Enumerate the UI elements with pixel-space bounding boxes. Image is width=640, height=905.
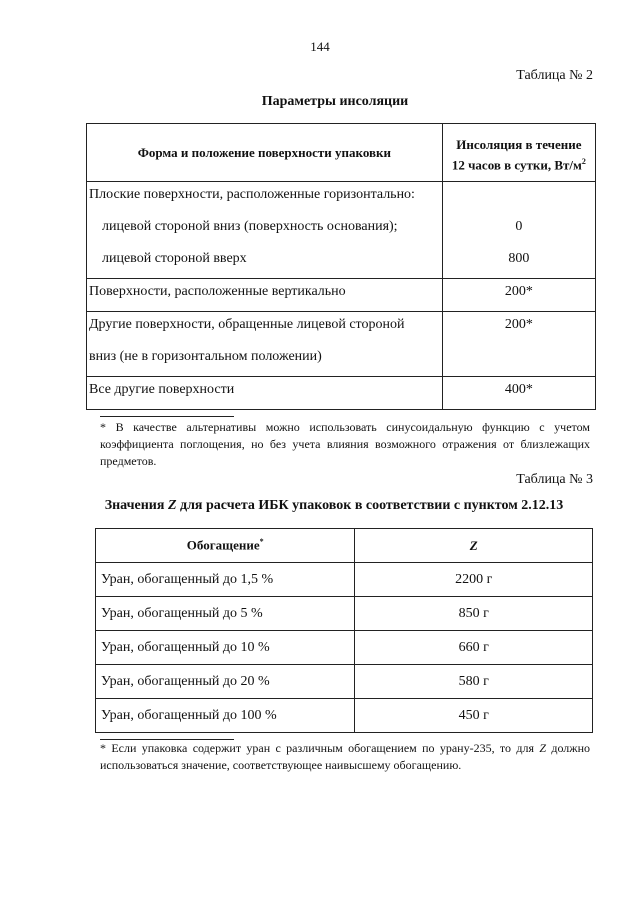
insolation-value xyxy=(443,182,595,214)
table2-footnote: * В качестве альтернативы можно использовать синусоидальную функцию с учетом коэффициента поглощения, но без учета влияния возможного отражения от близлежащих предметов. xyxy=(100,420,590,468)
insolation-value: 400* xyxy=(504,382,533,397)
header-enrichment-label: Обогащение xyxy=(186,537,260,553)
table-row xyxy=(96,631,593,665)
z-value-cell: 2200 г xyxy=(355,563,593,597)
table-row xyxy=(87,377,596,410)
table3-title xyxy=(38,498,630,514)
table-header-row xyxy=(87,124,596,182)
footnote-divider xyxy=(100,416,234,417)
surface-line: вниз (не в горизонтальном положении) xyxy=(89,349,322,364)
table3-title-part: для расчета ИБК упаковок в соответствии с пунктом 2.12.13 xyxy=(176,498,564,513)
header-z: Z xyxy=(355,529,593,563)
insolation-cell xyxy=(442,377,595,410)
table3-footnote-part: * Если упаковка содержит уран с различным обогащением по урану-235, то для xyxy=(100,741,540,755)
header-insolation-unit: 12 часов в сутки, Вт/м xyxy=(451,157,582,173)
surface-line: лицевой стороной вверх xyxy=(102,251,247,266)
table2-label: Таблица № 2 xyxy=(516,68,593,83)
surface-line: лицевой стороной вниз (поверхность основания); xyxy=(102,219,398,234)
enrichment-cell: Уран, обогащенный до 10 % xyxy=(96,631,355,665)
insolation-table xyxy=(86,123,596,410)
table3-title-part: Значения xyxy=(104,498,168,513)
page-number: 144 xyxy=(310,39,330,54)
table-row xyxy=(87,312,596,377)
surface-line: Другие поверхности, обращенные лицевой стороной xyxy=(89,317,405,332)
surface-line: Плоские поверхности, расположенные горизонтально: xyxy=(89,187,415,202)
header-enrichment xyxy=(96,529,355,563)
z-value-cell: 580 г xyxy=(355,665,593,699)
table-row xyxy=(96,699,593,733)
header-insolation-line2 xyxy=(443,157,595,173)
table3-title-z: Z xyxy=(167,498,177,513)
z-value-cell: 660 г xyxy=(355,631,593,665)
insolation-cell xyxy=(442,312,595,377)
table3-label: Таблица № 3 xyxy=(516,472,593,487)
header-insolation-line1: Инсоляция в течение xyxy=(456,137,582,153)
table3-footnote-z: Z xyxy=(539,741,546,755)
z-value-cell: 450 г xyxy=(355,699,593,733)
enrichment-cell: Уран, обогащенный до 1,5 % xyxy=(96,563,355,597)
insolation-cell xyxy=(442,279,595,312)
table-row xyxy=(87,279,596,312)
surface-cell xyxy=(87,377,443,410)
table-row xyxy=(87,182,596,279)
insolation-value: 200* xyxy=(504,284,533,299)
table-row xyxy=(96,665,593,699)
table-header-row xyxy=(96,529,593,563)
z-values-table xyxy=(95,528,593,733)
table2-title: Параметры инсоляции xyxy=(261,94,409,109)
table-row xyxy=(96,597,593,631)
insolation-value: 800 xyxy=(508,251,530,266)
z-value-cell: 850 г xyxy=(355,597,593,631)
surface-cell xyxy=(87,312,443,377)
insolation-cell xyxy=(442,182,595,279)
header-insolation-sup: 2 xyxy=(581,157,586,167)
surface-cell xyxy=(87,279,443,312)
table3-footnote-part: должно использоваться значение, соответствующее наивысшему обогащению. xyxy=(100,741,590,772)
enrichment-cell: Уран, обогащенный до 5 % xyxy=(96,597,355,631)
enrichment-cell: Уран, обогащенный до 20 % xyxy=(96,665,355,699)
surface-line: Поверхности, расположенные вертикально xyxy=(89,284,346,299)
insolation-value: 0 xyxy=(515,219,523,234)
table3-footnote xyxy=(100,740,590,774)
header-insolation xyxy=(442,124,595,182)
enrichment-cell: Уран, обогащенный до 100 % xyxy=(96,699,355,733)
insolation-value: 200* xyxy=(504,317,533,332)
surface-cell xyxy=(87,182,443,279)
table-row xyxy=(96,563,593,597)
surface-line: Все другие поверхности xyxy=(89,382,235,397)
header-surface-form: Форма и положение поверхности упаковки xyxy=(87,124,443,182)
header-enrichment-sup: * xyxy=(259,537,264,547)
